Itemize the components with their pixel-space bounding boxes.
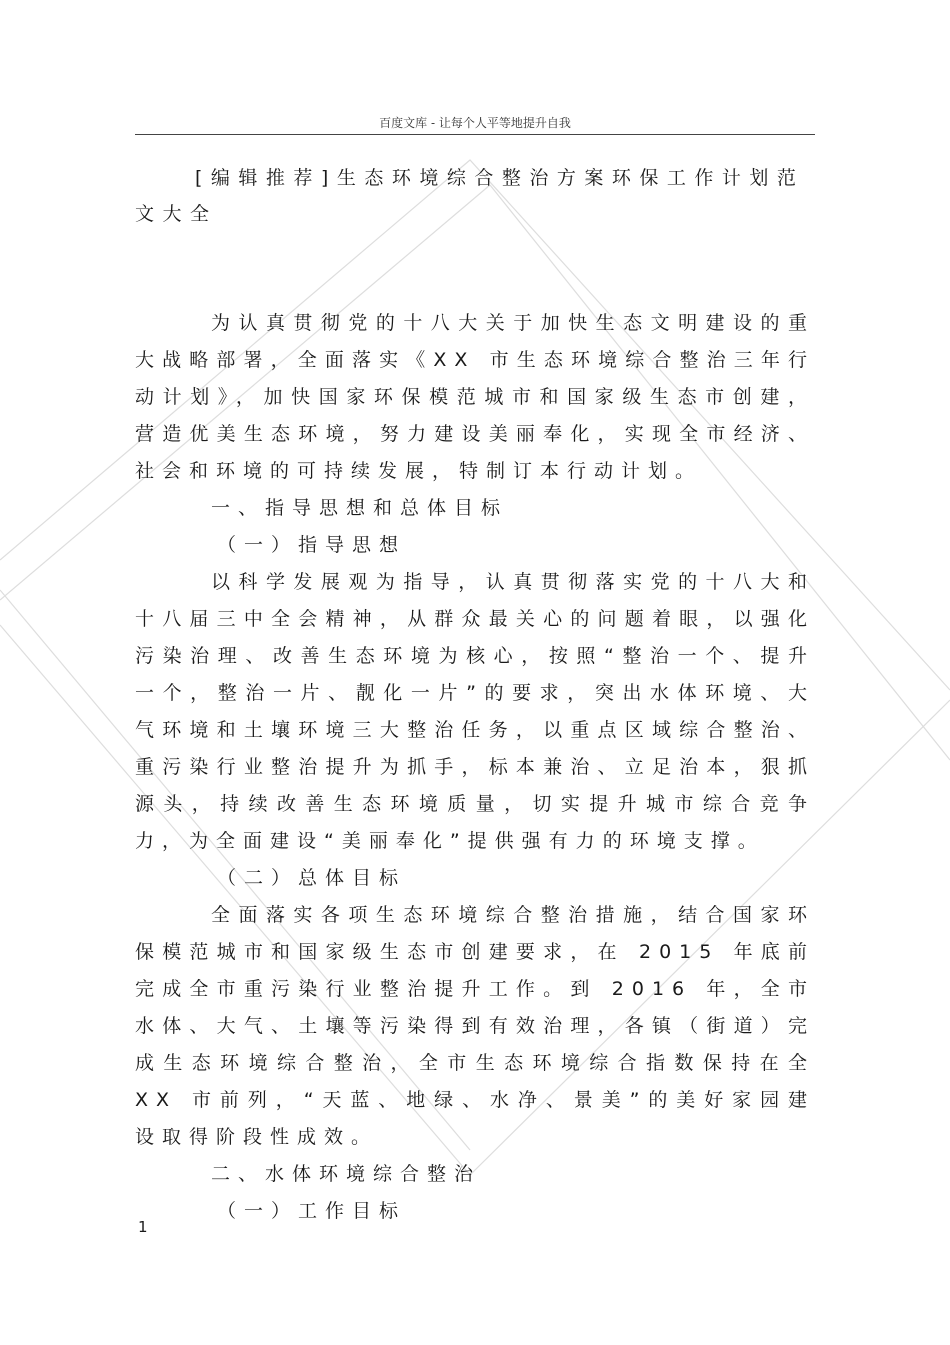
header-divider xyxy=(135,134,815,135)
subsection-heading: （二）总体目标 xyxy=(217,867,407,889)
body-paragraph: 以科学发展观为指导，认真贯彻落实党的十八大和十八届三中全会精神，从群众最关心的问题着眼，以强化污染治理、改善生态环境为核心，按照“整治一个、提升一个，整治一片、靓化一片”的要求，突出水体环境、大气环境和土壤环境三大整治任务，以重点区域综合整治、重污染行业整治提升为抓手，标本兼治、立足治本，狠抓源头，持续改善生态环境质量，切实提升城市综合竞争力，为全面建设“美丽奉化”提供强有力的环境支撑。 xyxy=(135,571,815,852)
subsection-heading: （一）工作目标 xyxy=(217,1200,407,1222)
subsection-heading: （一）指导思想 xyxy=(217,534,407,556)
document-body xyxy=(135,305,815,1230)
section-heading: 二、水体环境综合整治 xyxy=(211,1163,482,1185)
body-paragraph: 为认真贯彻党的十八大关于加快生态文明建设的重大战略部署，全面落实《XX 市生态环境综合整治三年行动计划》，加快国家环保模范城市和国家级生态市创建，营造优美生态环境，努力建设美丽奉化，实现全市经济、社会和环境的可持续发展，特制订本行动计划。 xyxy=(135,312,815,482)
page-number: 1 xyxy=(138,1218,148,1236)
page-header: 百度文库 - 让每个人平等地提升自我 xyxy=(379,116,571,130)
body-paragraph: 全面落实各项生态环境综合整治措施，结合国家环保模范城市和国家级生态市创建要求，在 2015 年底前完成全市重污染行业整治提升工作。到 2016 年，全市水体、大气、土壤等污染得到有效治理，各镇（街道）完成生态环境综合整治，全市生态环境综合指数保持在全 XX 市前列，“天蓝、地绿、水净、景美”的美好家园建设取得阶段性成效。 xyxy=(135,904,815,1148)
document-title: [编辑推荐]生态环境综合整治方案环保工作计划范文大全 xyxy=(135,167,805,225)
section-heading: 一、指导思想和总体目标 xyxy=(211,497,509,519)
